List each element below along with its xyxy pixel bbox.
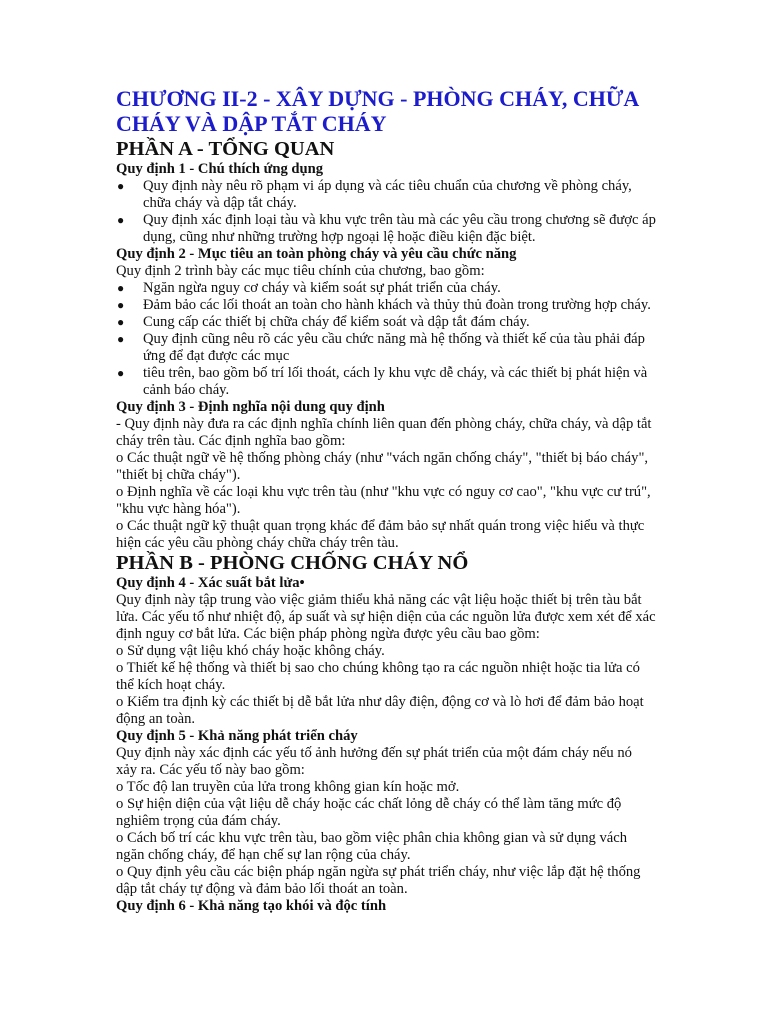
- list-item: ● Cung cấp các thiết bị chữa cháy để kiểm soát và dập tắt đám cháy.: [117, 314, 530, 330]
- bullet-icon: ●: [117, 179, 125, 193]
- regulation-title-3: Quy định 3 - Định nghĩa nội dung quy định: [116, 399, 385, 415]
- paragraph: o Sử dụng vật liệu khó cháy hoặc không cháy.: [116, 643, 385, 659]
- document-page: [116, 86, 656, 915]
- paragraph: o Các thuật ngữ kỹ thuật quan trọng khác để đảm bảo sự nhất quán trong việc hiểu và thực hiện các yêu cầu phòng cháy chữa cháy trên tàu.: [116, 518, 645, 551]
- list-item: ● tiêu trên, bao gồm bố trí lối thoát, cách ly khu vực dễ cháy, và các thiết bị phát hiện và cảnh báo cháy.: [117, 365, 648, 398]
- paragraph: o Tốc độ lan truyền của lửa trong không gian kín hoặc mở.: [116, 779, 460, 795]
- part-heading-a: PHẦN A - TỔNG QUAN: [116, 138, 335, 160]
- paragraph: o Định nghĩa về các loại khu vực trên tàu (như "khu vực có nguy cơ cao", "khu vực cư trú", "khu vực hàng hóa").: [116, 484, 651, 517]
- bullet-icon: ●: [117, 315, 125, 329]
- list-item: ● Quy định cũng nêu rõ các yêu cầu chức năng mà hệ thống và thiết kế của tàu phải đáp ứng để đạt được các mục: [117, 331, 645, 364]
- paragraph: Quy định này xác định các yếu tố ảnh hưởng đến sự phát triển của một đám cháy nếu nó xảy ra. Các yếu tố này bao gồm:: [116, 745, 632, 778]
- bullet-icon: ●: [117, 281, 125, 295]
- bullet-icon: ●: [117, 298, 125, 312]
- bullet-icon: ●: [117, 213, 125, 227]
- paragraph: o Thiết kế hệ thống và thiết bị sao cho chúng không tạo ra các nguồn nhiệt hoặc tia lửa có thể kích hoạt cháy.: [116, 660, 640, 693]
- paragraph: o Cách bố trí các khu vực trên tàu, bao gồm việc phân chia không gian và sử dụng vách ngăn chống cháy, để hạn chế sự lan rộng của cháy.: [116, 830, 628, 863]
- regulation-title-2: Quy định 2 - Mục tiêu an toàn phòng cháy và yêu cầu chức năng: [116, 246, 517, 262]
- part-heading-b: PHẦN B - PHÒNG CHỐNG CHÁY NỔ: [116, 552, 469, 574]
- paragraph: o Sự hiện diện của vật liệu dễ cháy hoặc các chất lỏng dễ cháy có thể làm tăng mức độ nghiêm trọng của đám cháy.: [116, 796, 622, 829]
- paragraph: o Quy định yêu cầu các biện pháp ngăn ngừa sự phát triển cháy, như việc lắp đặt hệ thống dập tắt cháy tự động và đảm bảo lối thoát an toàn.: [116, 864, 641, 897]
- list-item: ● Đảm bảo các lối thoát an toàn cho hành khách và thủy thủ đoàn trong trường hợp cháy.: [117, 297, 651, 313]
- bullet-icon: ●: [117, 366, 125, 380]
- list-item: ● Quy định xác định loại tàu và khu vực trên tàu mà các yêu cầu trong chương sẽ được áp dụng, cũng như những trường hợp ngoại lệ hoặc điều kiện đặc biệt.: [117, 212, 656, 245]
- regulation-title-1: Quy định 1 - Chú thích ứng dụng: [116, 161, 324, 177]
- list-item: ● Quy định này nêu rõ phạm vi áp dụng và các tiêu chuẩn của chương về phòng cháy, chữa cháy và dập tắt cháy.: [117, 178, 632, 211]
- regulation-title-4: Quy định 4 - Xác suất bắt lửa•: [116, 575, 305, 591]
- paragraph: Quy định 2 trình bày các mục tiêu chính của chương, bao gồm:: [116, 263, 485, 279]
- regulation-title-6: Quy định 6 - Khả năng tạo khói và độc tính: [116, 898, 387, 914]
- paragraph: o Kiểm tra định kỳ các thiết bị dễ bắt lửa như dây điện, động cơ và lò hơi để đảm bảo hoạt động an toàn.: [116, 694, 644, 727]
- list-item: ● Ngăn ngừa nguy cơ cháy và kiểm soát sự phát triển của cháy.: [117, 280, 501, 296]
- regulation-title-5: Quy định 5 - Khả năng phát triển cháy: [116, 728, 358, 744]
- paragraph: - Quy định này đưa ra các định nghĩa chính liên quan đến phòng cháy, chữa cháy, và dập tắt cháy trên tàu. Các định nghĩa bao gồm:: [116, 416, 652, 449]
- paragraph: Quy định này tập trung vào việc giảm thiểu khả năng các vật liệu hoặc thiết bị trên tàu bắt lửa. Các yếu tố như nhiệt độ, áp suất và sự hiện diện của các nguồn lửa được xem xét để xác định nguy cơ bắt lửa. Các biện pháp phòng ngừa được yêu cầu bao gồm:: [116, 592, 656, 642]
- chapter-title: CHƯƠNG II-2 - XÂY DỰNG - PHÒNG CHÁY, CHỮA CHÁY VÀ DẬP TẮT CHÁY: [116, 86, 639, 136]
- paragraph: o Các thuật ngữ về hệ thống phòng cháy (như "vách ngăn chống cháy", "thiết bị báo cháy", "thiết bị chữa cháy").: [116, 450, 649, 483]
- bullet-list-reg-1: [116, 178, 656, 246]
- bullet-list-reg-2: [116, 280, 656, 399]
- bullet-icon: ●: [117, 332, 125, 346]
